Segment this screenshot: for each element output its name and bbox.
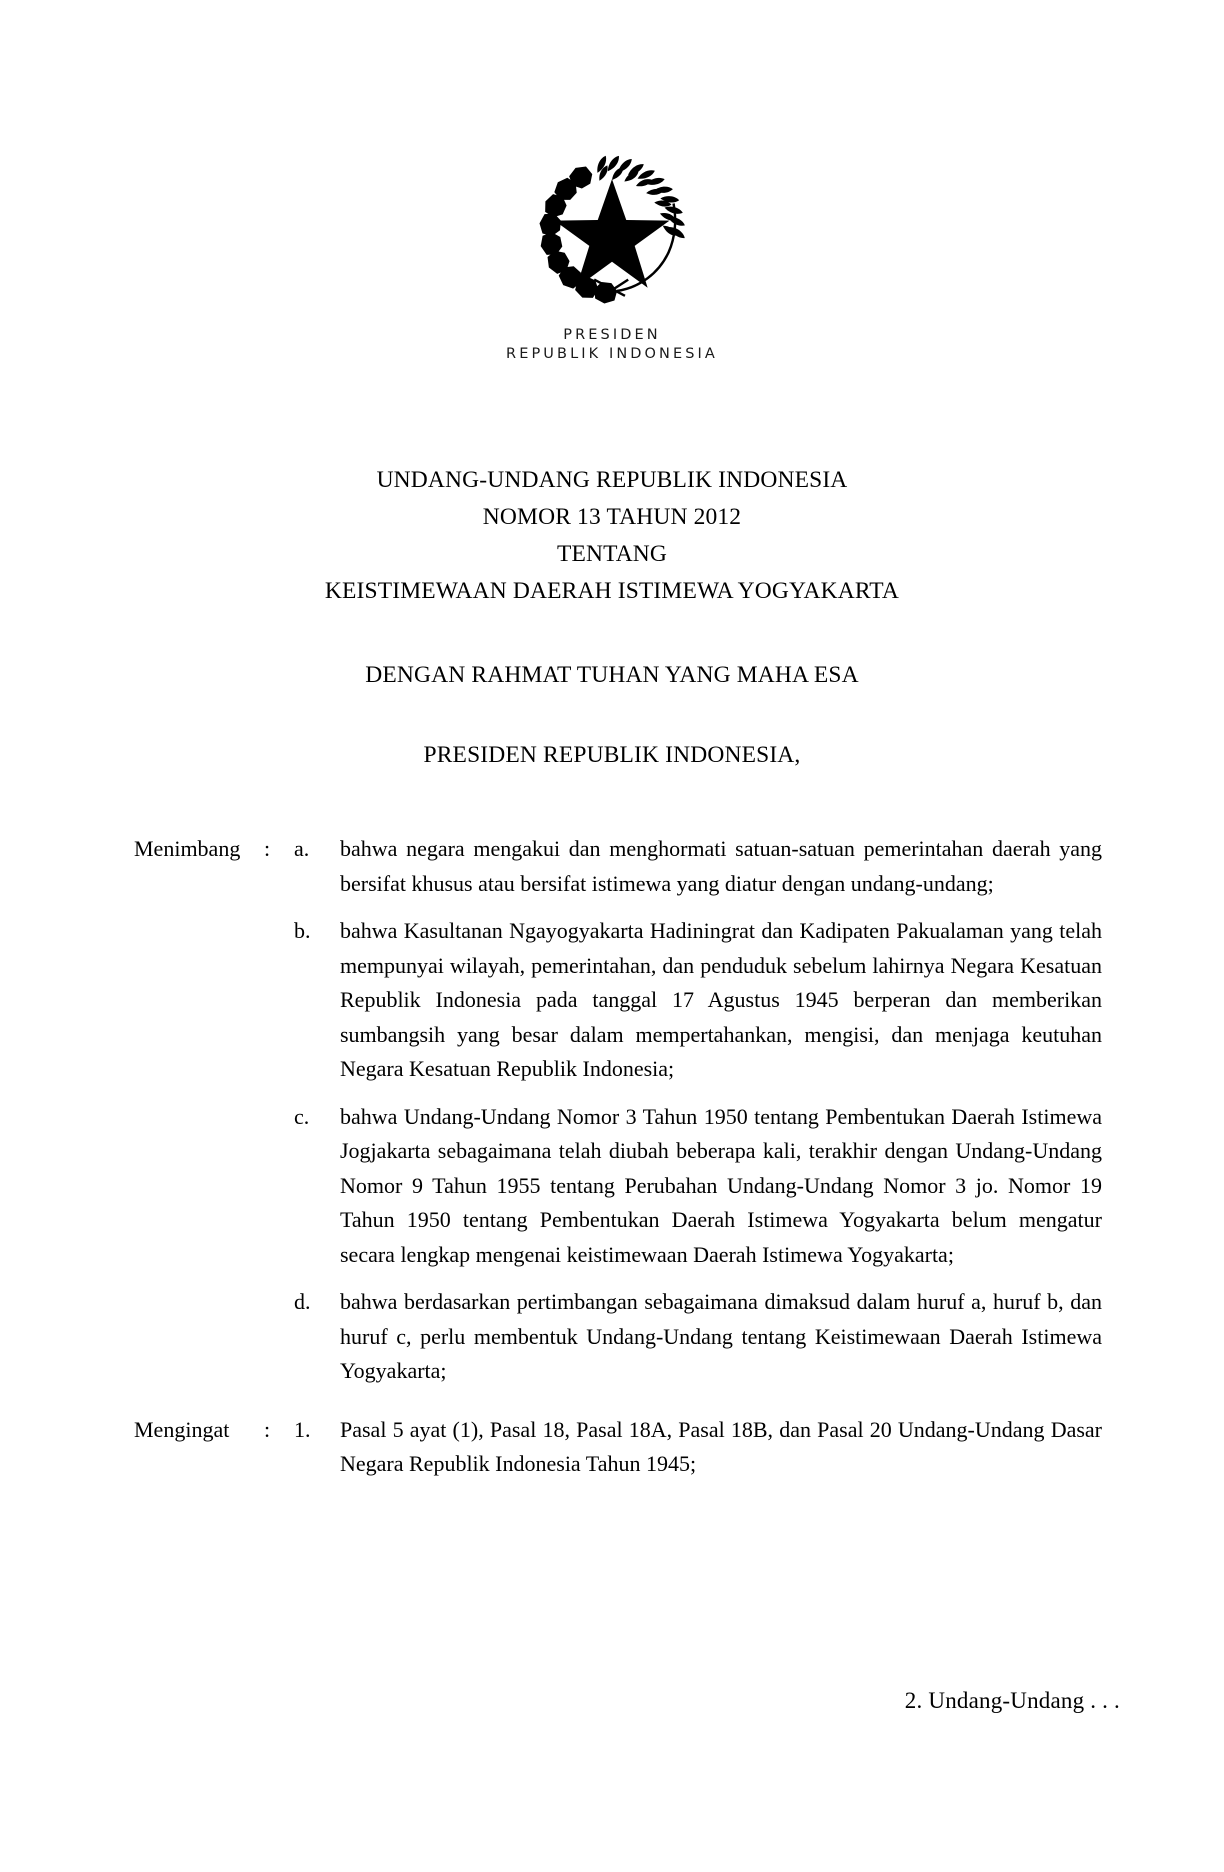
issuer-line: PRESIDEN REPUBLIK INDONESIA,: [423, 742, 801, 768]
considering-item-c: [0, 1100, 1224, 1273]
considering-text-d: bahwa berdasarkan pertimbangan sebagaimana dimaksud dalam huruf a, huruf b, dan huruf c, perlu membentuk Undang-Undang tentang Keistimewaan Daerah Istimewa Yogyakarta;: [340, 1289, 1102, 1383]
letterhead-caption-line-2: REPUBLIK INDONESIA: [506, 346, 718, 362]
letterhead-caption: [0, 326, 1224, 364]
title-line-number-year: NOMOR 13 TAHUN 2012: [482, 504, 742, 530]
considering-colon: :: [264, 836, 271, 861]
garuda-star-wreath-emblem: [531, 150, 693, 312]
recalling-colon: :: [264, 1416, 271, 1442]
considering-text-b: bahwa Kasultanan Ngayogyakarta Hadiningrat dan Kadipaten Pakualaman yang telah mempunyai wilayah, pemerintahan, dan penduduk sebelum lahirnya Negara Kesatuan Republik Indonesia pada tanggal 17 Agustus 1945 berperan dan memberikan sumbangsih yang besar dalam mempertahankan, mengisi, dan menjaga keutuhan Negara Kesatuan Republik Indonesia;: [340, 918, 1102, 1081]
recalling-item-1: [0, 1413, 1224, 1482]
considering-item-d: [0, 1285, 1224, 1389]
considering-marker-c: c.: [294, 1103, 310, 1129]
considering-label: Menimbang: [134, 836, 241, 861]
document-title: [0, 462, 1224, 610]
considering-text-c: bahwa Undang-Undang Nomor 3 Tahun 1950 tentang Pembentukan Daerah Istimewa Jogjakarta sebagaimana telah diubah beberapa kali, terakhir dengan Undang-Undang Nomor 9 Tahun 1955 tentang Perubahan Undang-Undang Nomor 3 jo. Nomor 19 Tahun 1950 tentang Pembentukan Daerah Istimewa Yogyakarta belum mengatur secara lengkap mengenai keistimewaan Daerah Istimewa Yogyakarta;: [340, 1103, 1102, 1267]
title-line-about: TENTANG: [556, 541, 668, 567]
recalling-marker-1: 1.: [294, 1416, 311, 1442]
page-continuation-note: 2. Undang-Undang . . .: [904, 1688, 1120, 1713]
title-line-law-type: UNDANG-UNDANG REPUBLIK INDONESIA: [376, 467, 848, 493]
recalling-label: Mengingat: [134, 1416, 230, 1442]
considering-text-a: bahwa negara mengakui dan menghormati satuan-satuan pemerintahan daerah yang bersifat khusus atau bersifat istimewa yang diatur dengan undang-undang;: [340, 836, 1102, 896]
document-body: [0, 832, 1224, 1482]
section-gap: [0, 1389, 1224, 1413]
letterhead: [0, 150, 1224, 364]
considering-marker-a: a.: [294, 836, 310, 861]
considering-marker-b: b.: [294, 918, 311, 943]
considering-item-a: [0, 832, 1224, 901]
considering-item-b: [0, 914, 1224, 1087]
invocation-line: DENGAN RAHMAT TUHAN YANG MAHA ESA: [365, 662, 859, 688]
letterhead-caption-line-1: PRESIDEN: [563, 327, 661, 343]
recalling-section: [0, 1413, 1224, 1482]
considering-marker-d: d.: [294, 1289, 311, 1314]
title-line-subject: KEISTIMEWAAN DAERAH ISTIMEWA YOGYAKARTA: [324, 578, 900, 604]
considering-section: [0, 832, 1224, 1389]
recalling-text-1: Pasal 5 ayat (1), Pasal 18, Pasal 18A, Pasal 18B, dan Pasal 20 Undang-Undang Dasar Negara Republik Indonesia Tahun 1945;: [340, 1416, 1102, 1476]
